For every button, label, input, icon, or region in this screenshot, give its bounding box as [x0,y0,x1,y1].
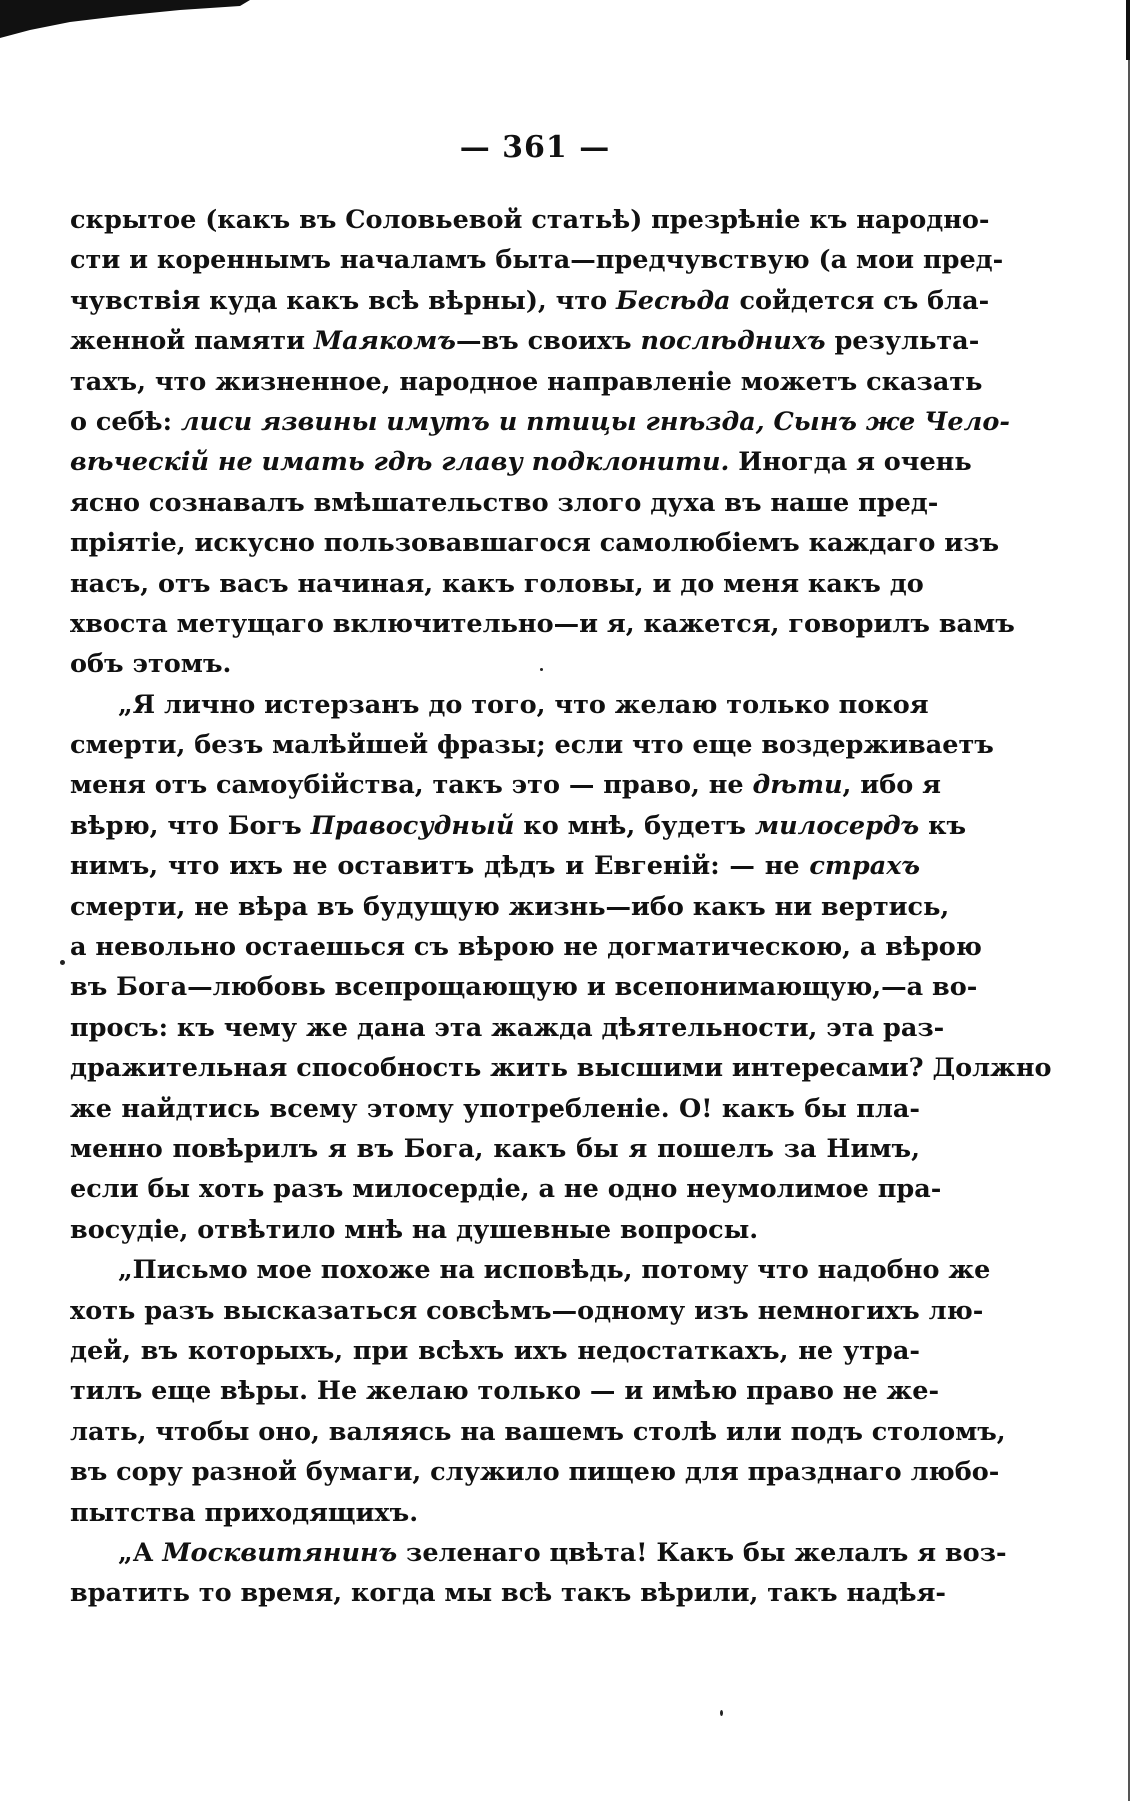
text-line [70,644,920,684]
text-span: о себѣ: [70,406,181,437]
text-span: пріятіе, искусно пользовавшагося самолюбіемъ каждаго изъ [70,528,1000,559]
text-line [70,806,967,846]
text-span: нимъ, что ихъ не оставитъ дѣдъ и Евгеній: — не [70,851,810,882]
text-span: тилъ еще вѣры. Не желаю только — и имѣю право не же- [70,1376,940,1407]
text-line [70,1250,991,1290]
text-span: вратить то время, когда мы всѣ такъ вѣрили, такъ надѣя- [70,1578,946,1609]
italic-text-span: Бесѣда [616,285,731,316]
text-line [70,1129,920,1169]
ink-speck [540,668,543,671]
text-line [70,1573,946,1613]
italic-text-span: лиси язвины имутъ и птицы гнѣзда, Сынъ же Чело- [180,406,1010,437]
text-line [70,1533,1007,1573]
text-span: въ сору разной бумаги, служило пищею для празднаго любо- [70,1457,1000,1488]
text-line [70,1089,920,1129]
text-line [70,442,972,482]
text-line [70,564,924,604]
text-span: просъ: къ чему же дана эта жажда дѣятельности, эта раз- [70,1012,945,1043]
text-line [70,604,1015,644]
text-span: же найдтись всему этому употребленіе. О! какъ бы пла- [70,1093,920,1124]
text-line [70,1048,1052,1088]
text-span: „А [118,1537,163,1568]
italic-text-span: Маякомъ [313,326,456,357]
text-line [70,200,990,240]
text-span: хоть разъ высказаться совсѣмъ—одному изъ немногихъ лю- [70,1295,984,1326]
text-line [70,321,980,361]
italic-text-span: Москвитянинъ [162,1537,398,1568]
text-line [70,281,990,321]
text-line [70,685,929,725]
text-span: скрытое (какъ въ Соловьевой статьѣ) презрѣніе къ народно- [70,205,990,235]
text-line [70,765,941,805]
text-line [70,1291,984,1331]
text-span: „Письмо мое похоже на исповѣдь, потому что надобно же [118,1255,991,1286]
text-span: , ибо я [842,770,941,801]
text-span: дей, въ которыхъ, при всѣхъ ихъ недостаткахъ, не утра- [70,1335,920,1366]
scan-edge-right [1116,0,1140,1801]
text-span: лать, чтобы оно, валяясь на вашемъ столѣ или подъ столомъ, [70,1416,1006,1447]
text-line [70,523,1000,563]
text-span: сти и кореннымъ началамъ быта—предчувствую (а мои пред- [70,245,1004,276]
text-span: насъ, отъ васъ начиная, какъ головы, и до меня какъ до [70,568,924,599]
text-line [70,846,920,886]
text-span: дражительная способность жить высшими интересами? Должно [70,1053,1052,1084]
text-span: смерти, безъ малѣйшей фразы; если что еще воздерживаетъ [70,730,994,761]
text-line [70,1452,1000,1492]
italic-text-span: Правосудный [310,810,515,841]
text-line [70,1371,940,1411]
text-span: меня отъ самоубійства, такъ это — право, не [70,770,753,801]
text-span: „Я лично истерзанъ до того, что желаю только покоя [118,689,929,720]
text-line [70,1210,920,1250]
text-span: ясно сознавалъ вмѣшательство злого духа въ наше пред- [70,487,939,518]
text-span: ко мнѣ, будетъ [514,810,755,841]
page-number: — 361 — [459,130,611,165]
text-span: восудіе, отвѣтило мнѣ на душевные вопросы. [70,1214,759,1245]
italic-text-span: страхъ [809,851,920,882]
text-span: вѣрю, что Богъ [70,810,311,841]
text-line [70,1331,920,1371]
text-line [70,725,994,765]
text-span: къ [919,810,967,841]
text-span: результа- [825,326,980,357]
text-span: —въ своихъ [455,326,641,357]
text-span: Иногда я очень [729,447,972,478]
text-line [70,887,950,927]
text-line [70,1169,942,1209]
ink-speck [720,1710,723,1716]
italic-text-span: послѣднихъ [640,326,826,357]
text-span: тахъ, что жизненное, народное направленіе можетъ сказать [70,366,983,397]
text-line [70,1493,920,1533]
scan-edge-top [0,0,250,40]
text-line [70,1412,1006,1452]
body-text [70,200,1052,1614]
text-span: объ этомъ. [70,649,232,680]
text-span: смерти, не вѣра въ будущую жизнь—ибо какъ ни вертись, [70,891,950,922]
text-line [70,967,978,1007]
text-span: если бы хоть разъ милосердіе, а не одно неумолимое пра- [70,1174,942,1205]
text-span: женной памяти [70,326,314,357]
ink-speck [60,960,65,965]
text-span: сойдется съ бла- [730,285,990,316]
italic-text-span: милосердъ [754,810,920,841]
text-span: менно повѣрилъ я въ Бога, какъ бы я пошелъ за Нимъ, [70,1133,920,1164]
text-span: пытства приходящихъ. [70,1497,419,1528]
text-line [70,240,1004,280]
text-line [70,927,982,967]
text-line [70,483,939,523]
text-span: чувствія куда какъ всѣ вѣрны), что [70,285,617,316]
italic-text-span: вѣческій не имать гдѣ главу подклонити. [70,447,730,478]
text-line [70,362,983,402]
text-line [70,402,1010,442]
text-span: хвоста метущаго включительно—и я, кажется, говорилъ вамъ [70,608,1015,639]
text-span: въ Бога—любовь всепрощающую и всепонимающую,—а во- [70,972,978,1003]
italic-text-span: дѣти [752,770,843,801]
text-span: зеленаго цвѣта! Какъ бы желалъ я воз- [397,1537,1007,1568]
text-line [70,1008,945,1048]
text-span: а невольно остаешься съ вѣрою не догматическою, а вѣрою [70,932,982,963]
